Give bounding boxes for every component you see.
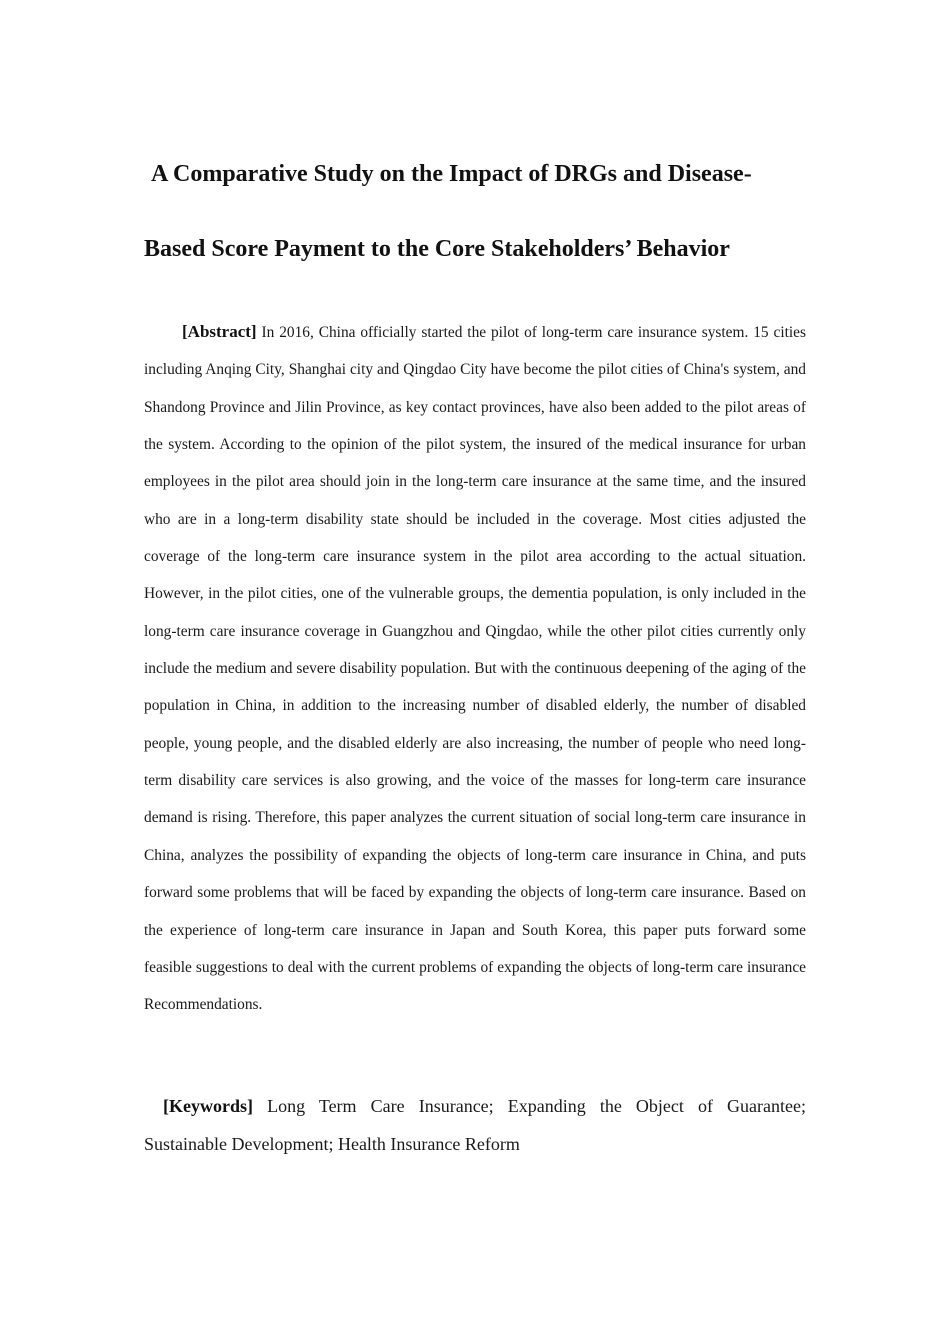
keywords-paragraph	[144, 1088, 806, 1163]
abstract-paragraph	[144, 313, 806, 1024]
paper-title-line-2: Based Score Payment to the Core Stakeholders’ Behavior	[144, 236, 730, 262]
abstract-text: In 2016, China officially started the pilot of long-term care insurance system. 15 cities including Anqing City, Shanghai city and Qingdao City have become the pilot cities of China's system, and Shandong Province and Jilin Province, as key contact provinces, have also been added to the pilot areas of the system. According to the opinion of the pilot system, the insured of the medical insurance for urban employees in the pilot area should join in the long-term care insurance at the same time, and the insured who are in a long-term disability state should be included in the coverage. Most cities adjusted the coverage of the long-term care insurance system in the pilot area according to the actual situation. However, in the pilot cities, one of the vulnerable groups, the dementia population, is only included in the long-term care insurance coverage in Guangzhou and Qingdao, while the other pilot cities currently only include the medium and severe disability population. But with the continuous deepening of the aging of the population in China, in addition to the increasing number of disabled elderly, the number of disabled people, young people, and the disabled elderly are also increasing, the number of people who need long-term disability care services is also growing, and the voice of the masses for long-term care insurance demand is rising. Therefore, this paper analyzes the current situation of social long-term care insurance in China, analyzes the possibility of expanding the objects of long-term care insurance in China, and puts forward some problems that will be faced by expanding the objects of long-term care insurance. Based on the experience of long-term care insurance in Japan and South Korea, this paper puts forward some feasible suggestions to deal with the current problems of expanding the objects of long-term care insurance Recommendations.	[144, 324, 806, 1014]
keywords-text: Long Term Care Insurance; Expanding the Object of Guarantee; Sustainable Development; Health Insurance Reform	[144, 1096, 807, 1154]
abstract-label: [Abstract]	[182, 322, 257, 341]
keywords-label: [Keywords]	[163, 1096, 253, 1116]
paper-title-line-1: A Comparative Study on the Impact of DRGs and Disease-	[151, 161, 752, 187]
